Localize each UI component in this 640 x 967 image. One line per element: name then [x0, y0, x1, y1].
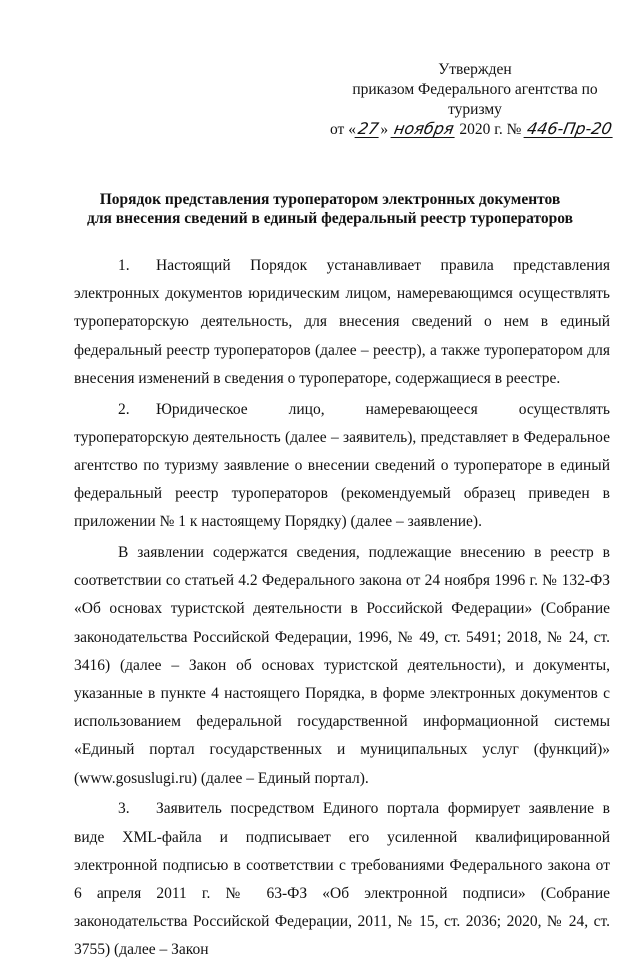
approval-block	[330, 60, 620, 140]
paragraph-text: Юридическое лицо, намеревающееся осуществлять туроператорскую деятельность (далее – заявитель), представляет в Федеральное агентство по туризму заявление о внесении сведений о туроператоре в единый федеральный реестр туроператоров (рекомендуемый образец приведен в приложении № 1 к настоящему Порядку) (далее – заявление).	[74, 400, 610, 531]
paragraph-1	[74, 252, 610, 393]
paragraph-text: В заявлении содержатся сведения, подлежащие внесению в реестр в соответствии со статьей 4.2 Федерального закона от 24 ноября 1996 г. № 132-ФЗ «Об основах туристской деятельности в Российской Федерации» (Собрание законодательства Российской Федерации, 1996, № 49, ст. 5491; 2018, № 24, ст. 3416) (далее – Закон об основах туристской деятельности), и документы, указанные в пункте 4 настоящего Порядка, в форме электронных документов с использованием федеральной государственной информационной системы «Единый портал государственных и муниципальных услуг (функций)» (www.gosuslugi.ru) (далее – Единый портал).	[74, 544, 610, 787]
approval-authority-cont: туризму	[448, 101, 502, 118]
paragraph-text: Заявитель посредством Единого портала формирует заявление в виде XML-файла и подписывает его усиленной квалифицированной электронной подписью в соответствии с требованиями Федерального закона от 6 апреля 2011 г. № 63-ФЗ «Об электронной подписи» (Собрание законодательства Российской Федерации, 2011, № 15, ст. 2036; 2020, № 24, ст. 3755) (далее – Закон	[74, 800, 610, 959]
document-title	[60, 190, 600, 228]
paragraph-number: 1.	[118, 257, 130, 274]
handwritten-day: 27	[356, 119, 381, 138]
paragraph-3	[74, 795, 610, 964]
handwritten-month: ноября	[392, 119, 456, 138]
title-line-1: Порядок представления туроператором электронных документов	[99, 191, 561, 208]
document-body	[74, 252, 610, 967]
paragraph-number: 3.	[118, 800, 130, 818]
paragraph-number: 2.	[118, 400, 130, 418]
handwritten-order-number: 446-Пр-20	[525, 119, 614, 138]
title-line-2: для внесения сведений в единый федеральный реестр туроператоров	[86, 210, 573, 227]
paragraph-2	[74, 396, 610, 537]
paragraph-2-cont	[74, 539, 610, 793]
approval-authority: приказом Федерального агентства по	[352, 81, 598, 98]
paragraph-text: Настоящий Порядок устанавливает правила представления электронных документов юридическим лицом, намеревающимся осуществлять туроператорскую деятельность, для внесения сведений о нем в единый федеральный реестр туроператоров (далее – реестр), а также туроператором для внесения изменений в сведения о туроператоре, содержащиеся в реестре.	[74, 257, 610, 387]
approval-date-number: от «27» ноября 2020 г. № 446-Пр-20	[330, 119, 614, 138]
approval-heading: Утвержден	[438, 61, 512, 78]
